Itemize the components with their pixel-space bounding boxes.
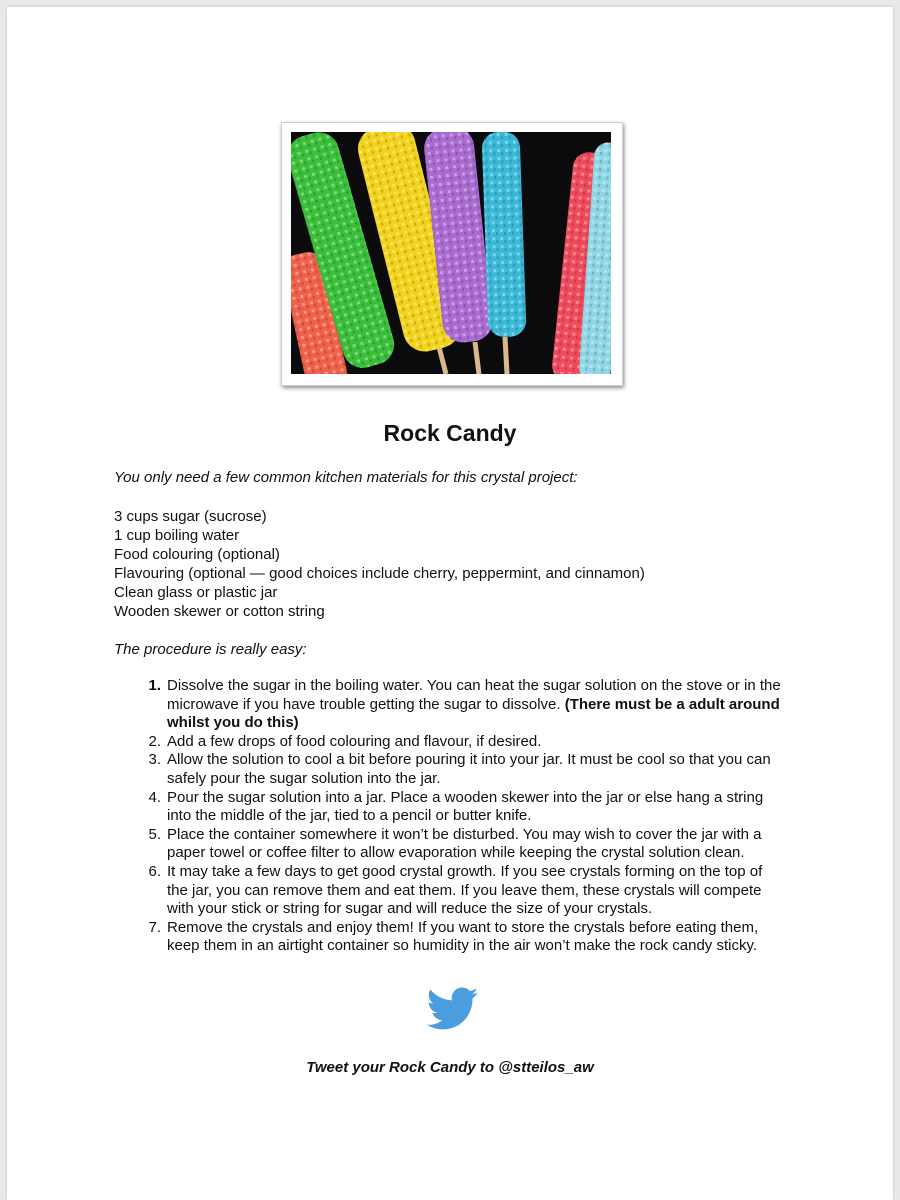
list-item [137, 826, 787, 863]
list-item: Clean glass or plastic jar [114, 584, 278, 601]
step-warning: (There must be a adult around whilst you do this) [167, 695, 780, 732]
rock-candy-image [291, 132, 611, 374]
step-number: 2. [148, 732, 161, 750]
step-text: It may take a few days to get good crystal growth. If you see crystals forming on the top of the jar, you can remove them and eat them. If you leave them, these crystals will compete with your stick or string for sugar and will reduce the size of your crystals. [167, 862, 763, 918]
step-text: Add a few drops of food colouring and flavour, if desired. [167, 732, 542, 750]
page-title: Rock Candy [383, 420, 517, 446]
step-text: Dissolve the sugar in the boiling water. You can heat the sugar solution on the stove or in the microwave if you have trouble getting the sugar to dissolve. [167, 677, 781, 713]
list-item [137, 789, 787, 826]
document-page [7, 7, 893, 1200]
rock-candy-photo [281, 122, 623, 386]
step-text: Allow the solution to cool a bit before pouring it into your jar. It must be cool so that you can safely pour the sugar solution into the jar. [167, 751, 771, 787]
list-item: Food colouring (optional) [114, 546, 280, 563]
step-text: Remove the crystals and enjoy them! If you want to store the crystals before eating them, keep them in an airtight container so humidity in the air won’t make the rock candy sticky. [167, 918, 759, 955]
step-number: 7. [148, 918, 161, 936]
step-number: 3. [148, 751, 161, 769]
list-item: Flavouring (optional — good choices include cherry, peppermint, and cinnamon) [114, 565, 645, 582]
procedure-intro: The procedure is really easy: [114, 641, 307, 658]
tweet-callout: Tweet your Rock Candy to @stteilos_aw [306, 1059, 594, 1076]
list-item: 3 cups sugar (sucrose) [114, 508, 267, 525]
step-number: 5. [148, 825, 161, 843]
step-text: Place the container somewhere it won’t be disturbed. You may wish to cover the jar with a paper towel or coffee filter to allow evaporation while keeping the crystal solution clean. [167, 825, 762, 862]
list-item [137, 677, 787, 733]
list-item: Wooden skewer or cotton string [114, 603, 325, 620]
step-number: 1. [148, 677, 161, 694]
step-number: 4. [148, 788, 161, 806]
list-item [137, 751, 787, 788]
step-text: Pour the sugar solution into a jar. Place a wooden skewer into the jar or else hang a string into the middle of the jar, tied to a pencil or butter knife. [167, 788, 764, 825]
procedure-steps [137, 677, 787, 956]
list-item: 1 cup boiling water [114, 527, 240, 544]
materials-list [114, 507, 645, 621]
twitter-bird-icon [427, 987, 479, 1031]
step-number: 6. [148, 862, 161, 880]
materials-intro: You only need a few common kitchen materials for this crystal project: [114, 469, 578, 486]
list-item [137, 863, 787, 919]
list-item [137, 733, 787, 752]
list-item [137, 919, 787, 956]
